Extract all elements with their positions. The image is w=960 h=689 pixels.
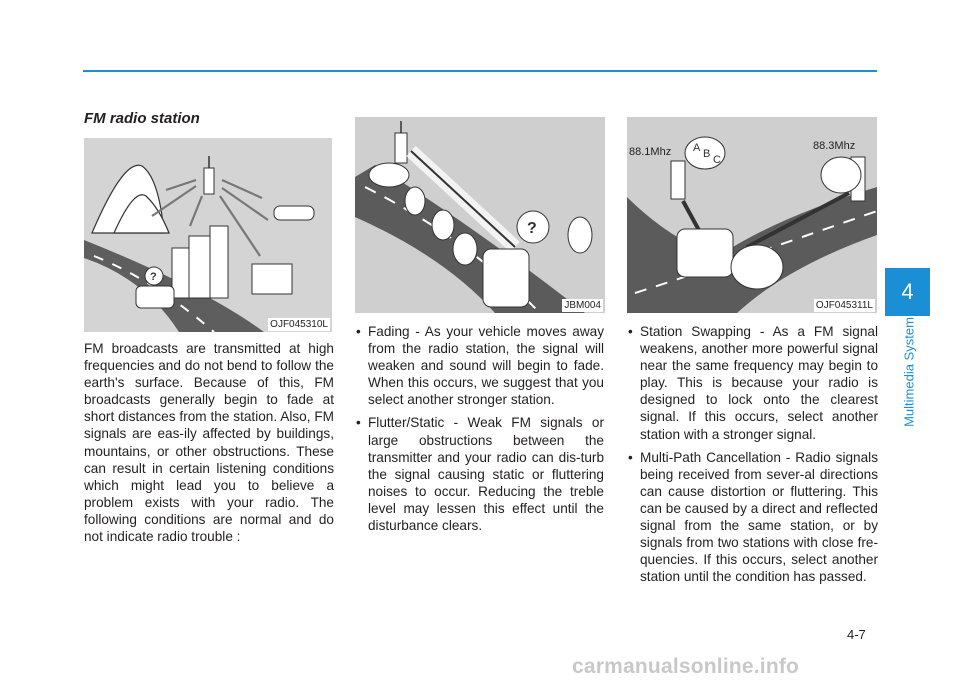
figure3-freq-left: 88.1Mhz <box>629 146 672 158</box>
bullet-flutter-static: • Flutter/Static - Weak FM signals or large obstructions between the transmitter and your radio can dis-turb the signal causing static or fluttering noises to occur. Reducing the treble level may lessen this effect until the disturbance clears. <box>356 414 604 534</box>
figure2-callout: ? <box>527 220 537 237</box>
bullet-multipath: • Multi-Path Cancellation - Radio signals being received from sever-al directions can cause distortion or fluttering. This can be caused by a direct and reflected signal from the same station, or by signals from two stations with close fre-quencies. If this occurs, select another station until the condition has passed. <box>628 449 878 586</box>
figure2-code: JBM004 <box>564 300 601 311</box>
station-swapping-illustration <box>627 117 877 313</box>
column3-bullet-list <box>628 323 878 591</box>
page-number: 4-7 <box>847 627 866 642</box>
figure-station-swapping <box>627 117 877 313</box>
intro-paragraph: FM broadcasts are transmitted at high frequencies and do not bend to follow the earth's surface. Because of this, FM broadcasts generally begin to fade at short distances from the station. Also, FM signals are eas-ily affected by buildings, mountains, or other obstructions. These can result in certain listening conditions which might lead you to believe a problem exists with your radio. The following conditions are normal and do not indicate radio trouble : <box>84 341 334 545</box>
figure1-code: OJF045310L <box>270 319 328 330</box>
fading-signal-illustration <box>355 117 605 313</box>
column2-bullet-list <box>356 323 604 540</box>
figure-fading-signal <box>355 117 605 313</box>
figure-fm-obstructions <box>84 138 332 332</box>
figure3-callout-b: B <box>703 148 711 160</box>
bullet-fading: • Fading - As your vehicle moves away from the radio station, the signal will weaken and sound will begin to fade. When this occurs, we suggest that you select another stronger station. <box>356 323 604 408</box>
chapter-tab: 4 <box>885 268 930 316</box>
fm-obstructions-illustration <box>84 138 332 332</box>
figure3-callout-a: A <box>693 142 701 154</box>
figure3-freq-right: 88.3Mhz <box>813 140 856 152</box>
chapter-label: Multimedia System <box>901 317 917 427</box>
bullet-station-swapping: • Station Swapping - As a FM signal weakens, another more powerful signal near the same frequency may begin to play. This is because your radio is designed to lock onto the clearest signal. If this occurs, select another station with a stronger signal. <box>628 323 878 443</box>
figure1-callout: ? <box>150 271 157 283</box>
section-title: FM radio station <box>84 110 200 127</box>
header-rule <box>83 70 877 72</box>
figure3-callout-c: C <box>713 154 721 166</box>
figure3-code: OJF045311L <box>815 300 873 311</box>
watermark: carmanualsonline.info <box>572 655 800 678</box>
